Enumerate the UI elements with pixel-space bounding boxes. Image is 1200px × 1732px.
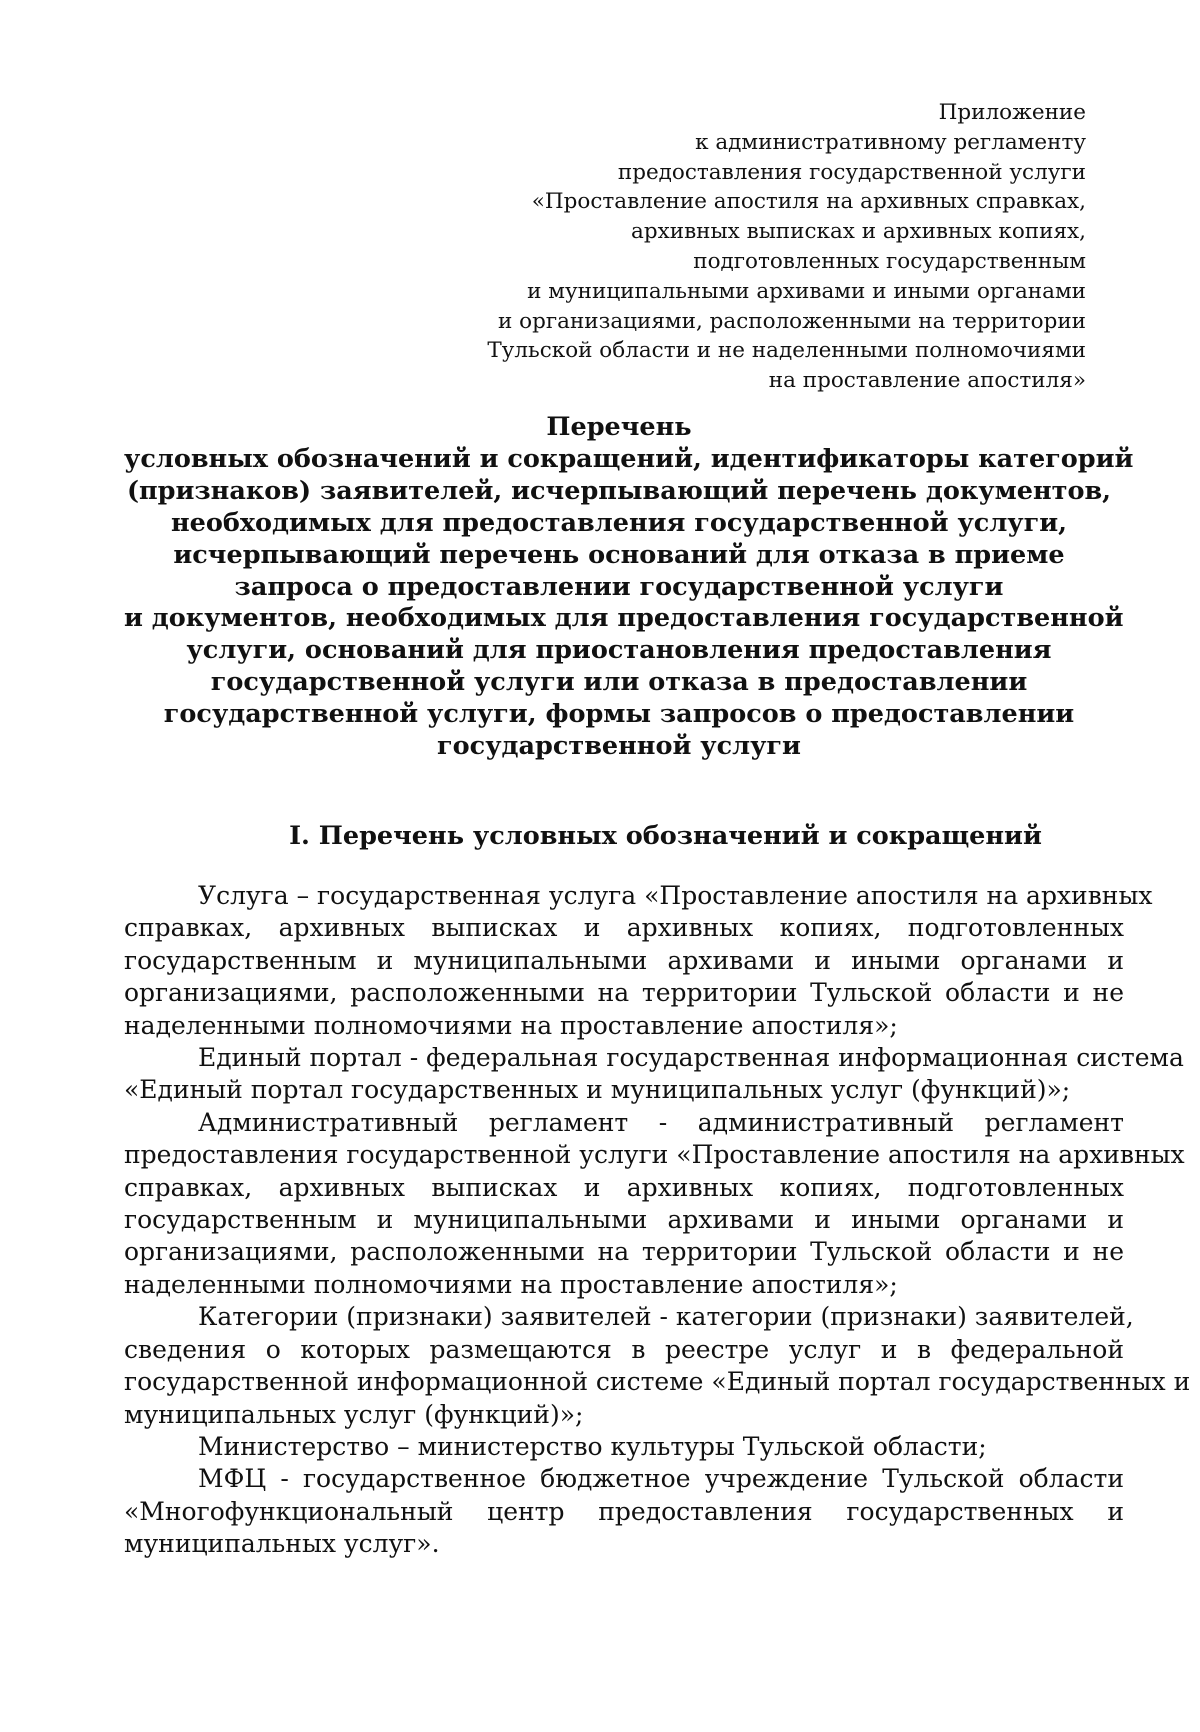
appendix-line: «Проставление апостиля на архивных справках, bbox=[531, 189, 1086, 215]
appendix-line: к административному регламенту bbox=[695, 129, 1086, 155]
body-line: организациями, расположенными на территории Тульской области и не bbox=[124, 1237, 1124, 1267]
body-line: Категории (признаки) заявителей - категории (признаки) заявителей, bbox=[198, 1302, 1134, 1332]
body-line: государственным и муниципальными архивами и иными органами и bbox=[124, 1205, 1124, 1235]
body-line: муниципальных услуг». bbox=[124, 1529, 440, 1559]
body-line: государственным и муниципальными архивами и иными органами и bbox=[124, 945, 1124, 975]
body-line: государственной информационной системе «Единый портал государственных и bbox=[124, 1367, 1191, 1397]
appendix-line: и организациями, расположенными на территории bbox=[498, 308, 1086, 334]
body-line: наделенными полномочиями на проставление апостиля»; bbox=[124, 1269, 898, 1299]
title-line: государственной услуги или отказа в предоставлении bbox=[210, 667, 1028, 698]
body-line: предоставления государственной услуги «Проставление апостиля на архивных bbox=[124, 1140, 1185, 1170]
body-line: Услуга – государственная услуга «Проставление апостиля на архивных bbox=[198, 881, 1153, 910]
title-line: и документов, необходимых для предоставления государственной bbox=[124, 603, 1124, 634]
body-line: Административный регламент - административный регламент bbox=[198, 1107, 1124, 1137]
appendix-line: на проставление апостиля» bbox=[768, 368, 1086, 394]
body-line: муниципальных услуг (функций)»; bbox=[124, 1399, 584, 1429]
appendix-header bbox=[386, 98, 1086, 396]
title-line: государственной услуги, формы запросов о предоставлении bbox=[163, 699, 1075, 730]
body-line: наделенными полномочиями на проставление апостиля»; bbox=[124, 1010, 898, 1040]
body-line: организациями, расположенными на территории Тульской области и не bbox=[124, 978, 1124, 1008]
body-line: Единый портал - федеральная государственная информационная система bbox=[198, 1043, 1184, 1073]
body-line: справках, архивных выписках и архивных копиях, подготовленных bbox=[124, 1172, 1124, 1202]
appendix-line: подготовленных государственным bbox=[693, 248, 1086, 274]
appendix-line: предоставления государственной услуги bbox=[617, 159, 1086, 185]
body-line: Министерство – министерство культуры Тульской области; bbox=[198, 1431, 987, 1461]
section-heading: I. Перечень условных обозначений и сокращений bbox=[289, 821, 1042, 851]
body-line: сведения о которых размещаются в реестре услуг и в федеральной bbox=[124, 1334, 1124, 1364]
appendix-line: архивных выписках и архивных копиях, bbox=[631, 219, 1086, 245]
title-line: необходимых для предоставления государственной услуги, bbox=[170, 507, 1068, 538]
appendix-line: Тульской области и не наделенными полномочиями bbox=[487, 338, 1086, 364]
appendix-line: Приложение bbox=[938, 100, 1086, 125]
body-line: справках, архивных выписках и архивных копиях, подготовленных bbox=[124, 913, 1124, 943]
definitions-body bbox=[124, 880, 1191, 1561]
body-line: «Единый портал государственных и муниципальных услуг (функций)»; bbox=[124, 1075, 1071, 1105]
title-line: условных обозначений и сокращений, идентификаторы категорий bbox=[124, 443, 1134, 474]
title-line: государственной услуги bbox=[437, 731, 801, 762]
title-line: услуги, оснований для приостановления предоставления bbox=[186, 635, 1052, 666]
title-line: запроса о предоставлении государственной услуги bbox=[234, 571, 1004, 602]
body-line: «Многофункциональный центр предоставления государственных и bbox=[124, 1496, 1124, 1526]
appendix-line: и муниципальными архивами и иными органами bbox=[527, 278, 1086, 304]
document-title bbox=[124, 412, 1134, 763]
body-line: МФЦ - государственное бюджетное учреждение Тульской области bbox=[198, 1464, 1124, 1494]
title-line: (признаков) заявителей, исчерпывающий перечень документов, bbox=[126, 475, 1112, 506]
title-line: исчерпывающий перечень оснований для отказа в приеме bbox=[173, 539, 1065, 570]
title-line: Перечень bbox=[546, 412, 692, 442]
